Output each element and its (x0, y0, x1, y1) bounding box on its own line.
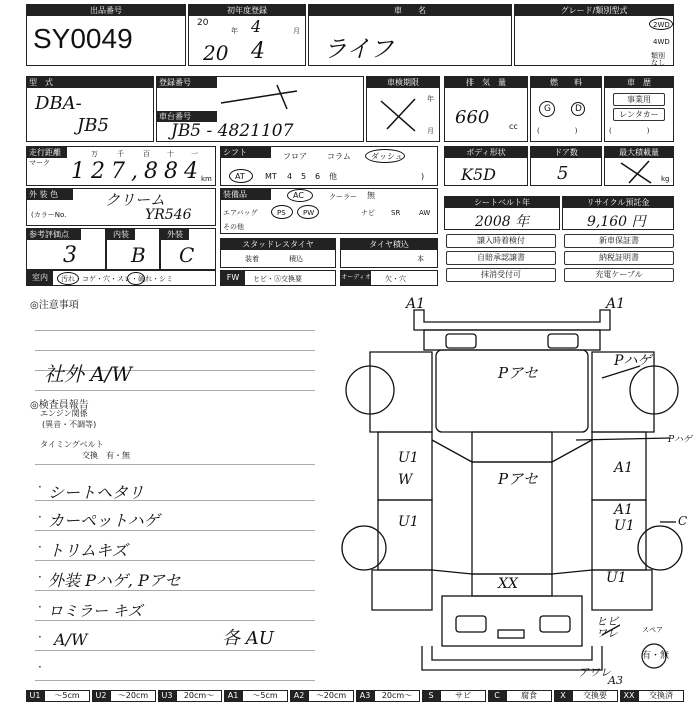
dmg-right-lower1: A1 (614, 502, 634, 518)
legend-desc: サビ (440, 690, 486, 702)
drive-2wd-circle (649, 18, 673, 30)
front-bumper (414, 310, 610, 330)
bullet-4: · (38, 570, 42, 584)
seatbelt-cell (444, 196, 560, 230)
exterior-score-label: 外装 (161, 229, 189, 240)
equip-pw: PW (303, 209, 315, 217)
trans-suffix: ) (421, 172, 425, 181)
dmg-left-mid2: W (398, 472, 413, 488)
fuel-paren: ( ) (537, 127, 578, 135)
rear-bumper-inner (432, 646, 592, 660)
inspector-title: ◎検査員報告 (30, 400, 89, 411)
rule-11 (35, 650, 315, 651)
grille (424, 330, 600, 350)
legend-desc: 20cm〜 (176, 690, 222, 702)
displacement-label: 排 気 量 (445, 77, 527, 88)
exterior-score-cell (160, 228, 216, 270)
mileage-unit-10k: 万 (91, 150, 98, 158)
timing-opts: 交換 有・無 (82, 451, 130, 460)
equip-airbag: エアバッグ (223, 209, 258, 217)
score-label: 参考評価点 (27, 229, 81, 240)
legend-desc: 〜5cm (44, 690, 90, 702)
color-label: 外 装 色 (27, 189, 73, 200)
paper-tax: 納税証明書 (564, 251, 674, 265)
model-cell (26, 76, 154, 142)
equip-navi: ナビ (361, 209, 375, 217)
engine-sub: (異音・不調等) (42, 420, 97, 429)
legend-code: C (488, 690, 506, 702)
first-registration-label: 初年度登録 (189, 5, 305, 16)
legend-desc: 〜5cm (242, 690, 288, 702)
displacement-cell (444, 76, 528, 142)
capacity-unit: kg (661, 175, 670, 183)
drive-4wd: 4WD (653, 38, 670, 46)
model-hw1: DBA- (35, 93, 82, 114)
exterior-score-value: C (179, 243, 195, 267)
dmg-left-mid: U1 (398, 450, 419, 466)
doc-transfer: 譲入時着検付 (446, 234, 556, 248)
pointer-right (576, 438, 670, 440)
inspection-year-unit: 年 (427, 95, 434, 103)
first-registration-cell (188, 4, 306, 66)
doors-cell (530, 146, 602, 186)
history-label: 車 歴 (605, 77, 673, 88)
legend-code: A3 (356, 690, 374, 702)
equip-ac: AC (293, 191, 304, 200)
displacement-value: 660 (455, 107, 490, 128)
interior-cond-cell (26, 270, 216, 286)
trans-6: 6 (315, 172, 321, 181)
inspection-strike (377, 95, 427, 135)
doc-cancel: 抹消受付可 (446, 268, 556, 282)
dmg-front-right: Pハゲ (614, 353, 652, 369)
interior-cond-label: 室内 (27, 271, 53, 285)
car-name-label: 車 名 (309, 5, 511, 16)
inspection-cell (366, 76, 440, 142)
equip-ps: PS (277, 209, 286, 217)
first-reg-era: 20 (197, 18, 209, 28)
dmg-a1-right: A1 (606, 296, 626, 312)
mileage-unit-100: 百 (143, 150, 150, 158)
legend-code: A2 (290, 690, 308, 702)
dmg-left-lower: U1 (398, 514, 419, 530)
bullet-6: · (38, 630, 42, 644)
trans-5: 5 (301, 172, 307, 181)
equip-ps-circle (271, 205, 293, 219)
interior-wear-circle (127, 272, 145, 285)
chassis-number: JB5 - 4821107 (171, 121, 294, 141)
dmg-roof: Pアセ (498, 470, 538, 488)
lot-number: SY0049 (33, 23, 133, 54)
remark-seat: シートヘタリ (48, 483, 145, 502)
pillars (432, 440, 592, 574)
interior-score-label: 内装 (107, 229, 135, 240)
registration-cell (156, 76, 364, 142)
model-hw2: JB5 (77, 115, 109, 136)
fuel-g: G (544, 104, 551, 114)
headlight-right (548, 334, 578, 348)
model-label: 型 式 (27, 77, 153, 88)
shift-dash-circle (365, 149, 405, 163)
dmg-right-mid: A1 (614, 460, 634, 476)
legend-desc: 〜20cm (308, 690, 354, 702)
headlight-left (446, 334, 476, 348)
equip-cooler: クーラー (329, 193, 357, 201)
reg-no-strike (217, 81, 357, 111)
mileage-mark: マーク (29, 159, 50, 167)
dmg-right-lower2: U1 (614, 518, 635, 534)
rule-2 (35, 350, 315, 351)
spare-opts: 有・無 (642, 651, 670, 661)
inspection-label: 車検期限 (367, 77, 439, 88)
paper-charge-cable: 充電ケーブル (564, 268, 674, 282)
capacity-strike (617, 159, 657, 185)
legend-code: U3 (158, 690, 176, 702)
audio-opts: 欠・穴 (385, 275, 406, 283)
interior-score-cell (106, 228, 160, 270)
km-unit: km (201, 175, 212, 183)
year-unit: 年 (231, 27, 238, 35)
equipment-cell (220, 188, 438, 234)
rule-1 (35, 330, 315, 331)
rear-bumper (422, 646, 602, 670)
dmg-hood: Pアセ (498, 364, 538, 382)
bullet-7: · (38, 660, 42, 674)
dmg-rear: XX (498, 576, 518, 592)
tire-unit: 本 (417, 255, 424, 263)
tire-label: タイヤ積込 (341, 239, 437, 250)
fuel-g-circle (539, 101, 555, 117)
shift-cell (220, 146, 438, 186)
shift-label: シフト (221, 147, 271, 158)
spare-label: スペア (642, 626, 663, 634)
rule-12 (35, 680, 315, 681)
paper-warranty: 新車保証書 (564, 234, 674, 248)
legend-desc: 20cm〜 (374, 690, 420, 702)
equip-pw-circle (297, 205, 319, 219)
timing-label: タイミングベルト (40, 440, 104, 449)
front-fender-left (370, 352, 432, 432)
capacity-label: 最大積載量 (605, 147, 673, 158)
first-reg-month-hw: 4 (251, 39, 265, 64)
audio-label: オーディオ (341, 271, 371, 285)
equip-none: 無 (367, 191, 375, 200)
legend-desc: 〜20cm (110, 690, 156, 702)
legend-code: S (422, 690, 440, 702)
dmg-right-bottom: U1 (606, 570, 627, 586)
recycle-cell (562, 196, 674, 230)
dmg-right-side: Pハゲ (668, 435, 693, 445)
recycle-value: 9,160 円 (587, 214, 646, 230)
car-name-cell (308, 4, 512, 66)
score-cell (26, 228, 106, 270)
score-value: 3 (63, 243, 77, 268)
bullet-5: · (38, 600, 42, 614)
bullet-1: · (38, 480, 42, 494)
shift-column: コラム (327, 152, 351, 161)
grade-label: グレード/類別型式 (515, 5, 673, 16)
body-value: K5D (461, 165, 496, 184)
windshield (472, 432, 552, 462)
mileage-cell (26, 146, 216, 186)
drive-2wd: 2WD (653, 21, 670, 29)
fw-label: FW (221, 271, 245, 285)
mileage-value: 127,884 (71, 159, 204, 184)
fuel-d: D (575, 104, 582, 114)
history-rental: レンタカー (613, 108, 665, 121)
equip-other: その他 (223, 223, 244, 231)
legend-code: X (554, 690, 572, 702)
tire-cell (340, 238, 438, 268)
caution-title: ◎注意事項 (30, 300, 79, 311)
trans-4: 4 (287, 172, 293, 181)
rule-4 (35, 390, 315, 391)
legend-desc: 交換要 (572, 690, 618, 702)
history-cell (604, 76, 674, 142)
mileage-unit-1k: 千 (117, 150, 124, 158)
remark-mirror: ロミラー キズ (48, 602, 143, 620)
engine-label: エンジン関係 (40, 409, 88, 418)
audio-cell (340, 270, 438, 286)
taillight-right (540, 616, 570, 632)
car-name: ライフ (323, 35, 394, 63)
trans-at-circle (229, 169, 253, 183)
rule-5 (35, 464, 315, 465)
remark-carpet: カーペットハゲ (48, 511, 160, 530)
trans-other: 他 (329, 172, 337, 181)
mileage-unit-1: 一 (191, 150, 198, 158)
dmg-rear-crack: ヒビ ワレ (596, 615, 618, 640)
tire-rear-right (638, 526, 682, 570)
dmg-bottom-a3: A3 (608, 674, 623, 687)
doors-value: 5 (557, 163, 569, 184)
equip-aw: AW (419, 209, 431, 217)
grade-cell (514, 4, 674, 66)
interior-score-value: B (131, 243, 146, 267)
trans-mt: MT (265, 172, 277, 181)
color-cell (26, 188, 216, 226)
chassis-label: 車台番号 (157, 111, 217, 122)
studless-loaded: 積込 (289, 255, 303, 263)
capacity-cell (604, 146, 674, 186)
interior-dirt-circle (57, 272, 79, 285)
dmg-a1-left: A1 (406, 296, 426, 312)
shift-dash: ダッシュ (371, 152, 403, 161)
mileage-label: 走行距離 (27, 147, 67, 158)
first-reg-year-hw: 20 (203, 41, 229, 65)
bullet-3: · (38, 540, 42, 554)
reg-no-label: 登録番号 (157, 77, 217, 88)
legend-desc: 腐食 (506, 690, 552, 702)
studless-cell (220, 238, 336, 268)
recycle-label: リサイクル預託金 (563, 197, 673, 208)
fuel-label: 燃 料 (531, 77, 601, 88)
seatbelt-value: 2008 年 (475, 214, 530, 230)
doc-insurance: 自賠承認譲書 (446, 251, 556, 265)
mileage-unit-10: 十 (167, 150, 174, 158)
studless-mounted: 装着 (245, 255, 259, 263)
month-unit: 月 (293, 27, 300, 35)
equipment-label: 装備品 (221, 189, 271, 200)
cc-unit: cc (509, 122, 518, 131)
body-label: ボディ形状 (445, 147, 527, 158)
color-value: クリーム (105, 191, 166, 209)
license-plate (498, 630, 524, 638)
front-door-left (378, 432, 432, 500)
first-reg-month-small: 4 (251, 17, 262, 36)
equip-sr: SR (391, 209, 401, 217)
fuel-d-circle (571, 102, 585, 116)
history-paren: ( ) (609, 127, 650, 135)
lot-number-label: 出品番号 (27, 5, 185, 16)
caution-note: 社外 A/W (44, 362, 133, 386)
color-code-label: (カラーNo. (31, 211, 67, 219)
body-cell (444, 146, 528, 186)
taillight-left (456, 616, 486, 632)
dmg-right-edge: C (678, 514, 688, 528)
bullet-2: · (38, 510, 42, 524)
shift-floor: フロア (283, 152, 307, 161)
fuel-cell (530, 76, 602, 142)
interior-cond-opts: 汚れ・コゲ・穴・スレ・破れ・シミ (61, 275, 173, 283)
rear-fender-left (372, 570, 432, 610)
seatbelt-label: シートベルト年 (445, 197, 559, 208)
trans-at: AT (235, 172, 245, 181)
studless-label: スタッドレスタイヤ (221, 239, 335, 250)
remark-aw: A/W (54, 630, 88, 649)
fw-cell (220, 270, 336, 286)
fw-opts: ヒビ・Ⓐ交換要 (253, 275, 302, 283)
legend-code: XX (620, 690, 638, 702)
color-code-value: YR546 (145, 207, 192, 223)
remark-au: 各 AU (222, 628, 274, 649)
remark-exterior: 外装 Pハゲ, Pアセ (48, 571, 181, 590)
legend-desc: 交換済 (638, 690, 684, 702)
lot-number-cell (26, 4, 186, 66)
history-business: 事業用 (613, 93, 665, 106)
inspection-month-unit: 月 (427, 127, 434, 135)
legend-code: U2 (92, 690, 110, 702)
doors-label: ドア数 (531, 147, 601, 158)
legend-code: A1 (224, 690, 242, 702)
tire-rear-left (342, 526, 386, 570)
rear-door-left (378, 500, 432, 570)
equip-ac-circle (287, 189, 313, 202)
legend-code: U1 (26, 690, 44, 702)
dmg-bottom-wr: アワレ (578, 666, 611, 679)
remark-trim: トリムキズ (48, 541, 128, 560)
drive-none: 類別なし (651, 52, 665, 67)
